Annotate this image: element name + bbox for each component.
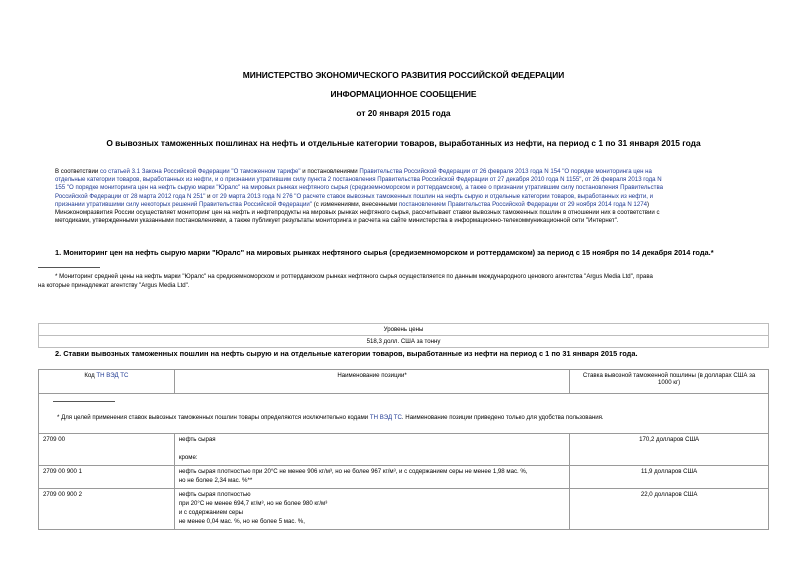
intro-text: В соответствии [55,168,100,175]
document-title: О вывозных таможенных пошлинах на нефть и отдельные категории товаров, выработанных из нефти, на период с 1 по 31 января 2015 года [106,138,701,148]
price-header: Уровень цены [39,324,769,336]
row-name-line: при 20°С не менее 694,7 кг/м³, но не более 980 кг/м³ [178,500,328,507]
table-row [39,466,769,489]
tnved-link[interactable]: ТН ВЭД ТС [96,372,129,379]
table-footnote-b: . Наименование позиции приведено только для удобства пользования. [401,414,604,421]
col-code-header [39,370,175,394]
duty-rows [39,434,769,530]
section1-title: 1. Мониторинг цен на нефть сырую марки "Юралс" на мировых рынках нефтяного сырья (средиземноморском и роттердамском) за период с 15 ноября по 14 декабря 2014 года.* [55,248,714,257]
col-rate-line2: 1000 кг) [658,379,681,386]
table-footnote-divider [53,401,115,402]
row-name-line: но не более 2,34 мас. %** [178,477,253,484]
row-name-line: не менее 0,04 мас. %, но не более 5 мас. %, [178,518,305,525]
col-rate-header [570,370,769,394]
intro-line [55,184,767,192]
col-code-prefix: Код [84,372,97,379]
row-name [174,434,569,466]
row-rate: 11,9 долларов США [570,466,769,489]
intro-text: и [205,192,213,200]
price-value: 518,3 долл. США за тонну [39,336,769,348]
legal-reference-link[interactable]: со статьей 3.1 Закона Российской Федерации "О таможенном тарифе" [99,168,301,175]
row-name [174,489,569,530]
intro-line [55,176,767,184]
intro-text: и постановлениями [300,168,360,175]
row-code: 2709 00 900 2 [39,489,175,530]
table-footnote-link[interactable]: ТН ВЭД ТС [369,414,402,421]
price-table [38,323,769,348]
row-rate: 170,2 долларов США [570,434,769,466]
section1-footnote-line2: на которые принадлежат агентству "Argus Media Ltd". [38,282,190,289]
table-row [39,489,769,530]
document-date: от 20 января 2015 года [356,108,451,118]
table-footnote-cell [39,394,769,434]
intro-line [55,217,767,225]
intro-text: ) [647,200,650,208]
row-code: 2709 00 [39,434,175,466]
row-rate: 22,0 долларов США [570,489,769,530]
intro-text: методиками, утвержденными указанными постановлениями, а также публикует результаты мониторинга и расчета на сайте министерства в информационно-телекоммуникационной сети "Интернет". [55,217,619,225]
table-footnote-a: * Для целей применения ставок вывозных таможенных пошлин товары определяются исключительно кодами [57,414,370,421]
row-name-line: нефть сырая [178,436,216,443]
intro-line [55,201,767,209]
legal-reference-link[interactable]: Правительства Российской Федерации от 26 февраля 2013 года N 154 "О порядке мониторинга цен на [359,168,652,175]
legal-reference-link[interactable]: признании утратившими силу некоторых решений Правительства Российской Федерации" [55,200,312,208]
section1-footnote-line1: * Мониторинг средней цены на нефть марки "Юралс" на средиземноморском и роттердамском рынках нефтяного сырья осуществляется по данным международного ценового агентства "Argus Media Ltd", права [55,273,653,280]
row-code: 2709 00 900 1 [39,466,175,489]
intro-text: , [581,176,585,184]
document-type: ИНФОРМАЦИОННОЕ СООБЩЕНИЕ [330,89,477,99]
section2-title: 2. Ставки вывозных таможенных пошлин на нефть сырую и на отдельные категории товаров, выработанные из нефти на период с 1 по 31 января 2015 года. [55,349,638,358]
intro-line [55,168,767,176]
legal-reference-link[interactable]: отдельные категории товаров, выработанных из нефти, и о признании утратившим силу пункта 2 постановления Правительства Российской Федерации от 27 декабря 2010 года N 1155" [55,176,582,184]
col-name-header: Наименование позиции* [174,370,569,394]
intro-text: (с изменениями, внесенными [312,200,399,208]
intro-line [55,209,767,217]
footnote-divider [38,267,100,268]
row-name-line: кроме: [178,454,198,461]
legal-reference-link[interactable]: постановлением Правительства Российской Федерации от 29 ноября 2014 года N 1274 [398,200,647,208]
table-row [39,434,769,466]
row-name [174,466,569,489]
intro-line [55,193,767,201]
legal-reference-link[interactable]: Российской Федерации от 28 марта 2012 года N 251" [55,192,206,200]
row-name-line [179,445,565,452]
duty-table [38,369,769,530]
legal-reference-link[interactable]: 155 "О порядке мониторинга цен на нефть сырую марки "Юралс" на мировых рынках нефтяного сырья (средиземноморском и роттердамском), а также о признании утратившим силу постановления Правительства [55,184,663,192]
intro-text: Минэкономразвития России осуществляет мониторинг цен на нефть и нефтепродукты на мировых рынках нефтяного сырья, рассчитывает ставки вывозных таможенных пошлин в отношении них в соответствии с [55,209,660,217]
col-rate-line1: Ставка вывозной таможенной пошлины (в долларах США за [582,372,756,379]
row-name-line: нефть сырая плотностью [178,491,251,498]
intro-paragraph [55,168,767,226]
legal-reference-link[interactable]: от 26 февраля 2013 года N [584,176,662,184]
row-name-line: и с содержанием серы [178,509,244,516]
legal-reference-link[interactable]: от 29 марта 2013 года N 276 "О расчете ставок вывозных таможенных пошлин на нефть сырую и отдельные категории товаров, выработанных из нефти, и [212,192,654,200]
ministry-heading: МИНИСТЕРСТВО ЭКОНОМИЧЕСКОГО РАЗВИТИЯ РОССИЙСКОЙ ФЕДЕРАЦИИ [242,70,565,80]
row-name-line: нефть сырая плотностью при 20°С не менее 906 кг/м³, но не более 967 кг/м³, и с содержанием серы не менее 1,98 мас. %, [178,468,528,475]
